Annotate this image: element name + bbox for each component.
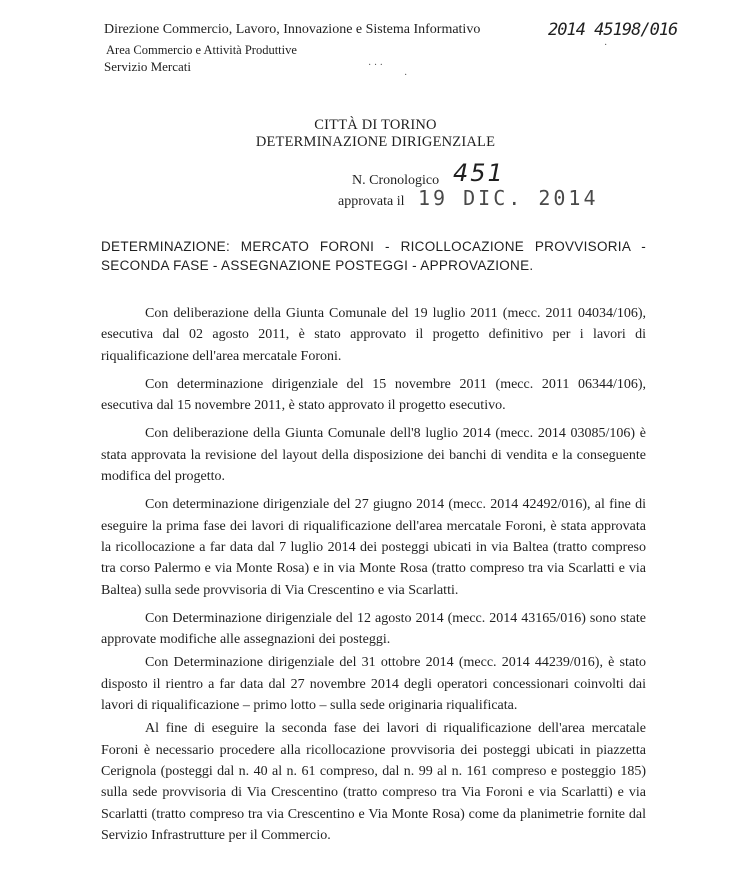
approval-date-stamp: 19 DIC. 2014	[418, 186, 599, 210]
body-paragraph: Con determinazione dirigenziale del 15 novembre 2011 (mecc. 2011 06344/106), esecutiva dal 15 novembre 2011, è stato approvato il progetto esecutivo.	[101, 376, 646, 414]
approvata-label: approvata il	[338, 194, 405, 209]
header-direzione: Direzione Commercio, Lavoro, Innovazione e Sistema Informativo	[104, 22, 481, 37]
doc-type-title: DETERMINAZIONE DIRIGENZIALE	[255, 134, 496, 150]
body-paragraph: Con Determinazione dirigenziale del 31 ottobre 2014 (mecc. 2014 44239/016), è stato disposto il rientro a far data dal 27 novembre 2014 degli operatori concessionari coinvolti dai lavori di riqualificazione – primo lotto – sulla sede originaria riqualificata.	[101, 655, 646, 714]
city-title: CITTÀ DI TORINO	[314, 117, 437, 133]
cronologico-label: N. Cronologico	[352, 173, 440, 188]
scan-speck: ·	[604, 40, 608, 51]
header-area: Area Commercio e Attività Produttive	[106, 43, 297, 57]
body-paragraph: Con Determinazione dirigenziale del 12 agosto 2014 (mecc. 2014 43165/016) sono state approvate modifiche alle assegnazioni dei posteggi.	[101, 610, 646, 648]
protocol-number: 2014 45198/016	[548, 20, 678, 40]
scan-speck: ·	[404, 70, 408, 81]
body-paragraph: Al fine di eseguire la seconda fase dei lavori di riqualificazione dell'area mercatale Foroni è necessario procedere alla ricollocazione provvisoria dei posteggi ubicati in piazzetta Cerignola (posteggi dal n. 40 al n. 61 compreso, dal n. 99 al n. 161 compreso e posteggio 185) sulla sede provvisoria di Via Crescentino (tratto compreso tra Via Foroni e via Scarlatti) e via Scarlatti (tratto compreso tra via Crescentino e Via Monte Rosa) come da planimetrie fornite dal Servizio Infrastrutture per il Commercio.	[101, 721, 646, 843]
body-paragraph: Con deliberazione della Giunta Comunale dell'8 luglio 2014 (mecc. 2014 03085/106) è stata approvata la revisione del layout della disposizione dei banchi di vendita e la conseguente modifica del progetto.	[101, 426, 646, 485]
document-body	[101, 303, 646, 853]
cronologico-number: 451	[453, 159, 505, 187]
body-paragraph: Con deliberazione della Giunta Comunale del 19 luglio 2011 (mecc. 2011 04034/106), esecutiva dal 02 agosto 2011, è stato approvato il progetto definitivo per i lavori di riqualificazione dell'area mercatale Foroni.	[101, 306, 646, 364]
determination-subject: DETERMINAZIONE: MERCATO FORONI - RICOLLOCAZIONE PROVVISORIA - SECONDA FASE - ASSEGNAZIONE POSTEGGI - APPROVAZIONE.	[101, 239, 646, 273]
body-paragraph: Con determinazione dirigenziale del 27 giugno 2014 (mecc. 2014 42492/016), al fine di eseguire la prima fase dei lavori di riqualificazione dell'area mercatale Foroni, è stata approvata la ricollocazione a far data dal 7 luglio 2014 dei posteggi ubicati in via Baltea (tratto compreso tra corso Palermo e via Monte Rosa) e in via Monte Rosa (tratto compreso tra via Scarlatti e via Baltea) sulla sede provvisoria di Via Crescentino e via Scarlatti.	[101, 497, 646, 598]
scan-speck: · · ·	[368, 60, 383, 71]
header-servizio: Servizio Mercati	[104, 59, 191, 74]
